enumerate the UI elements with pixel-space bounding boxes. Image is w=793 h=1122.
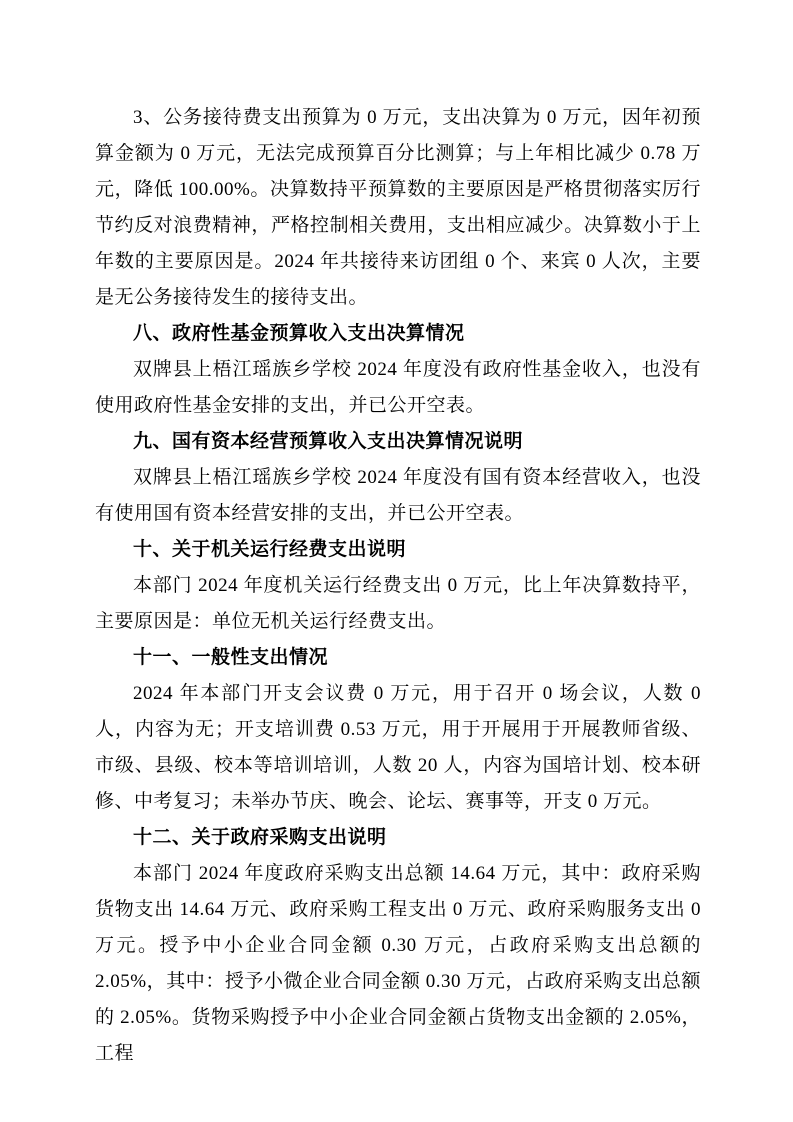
paragraph-government-procurement: 本部门 2024 年度政府采购支出总额 14.64 万元，其中：政府采购货物支出 14.64 万元、政府采购工程支出 0 万元、政府采购服务支出 0 万元。授予中小企业合同金额 0.30 万元，占政府采购支出总额的 2.05%，其中：授予小微企业合同金额 0.30 万元，占政府采购支出总额的 2.05%。货物采购授予中小企业合同金额占货物支出金额的 2.05%，工程 <box>95 863 701 1064</box>
section-heading-government-funds: 八、政府性基金预算收入支出决算情况 <box>133 323 465 344</box>
section-heading-general-expenditure: 十一、一般性支出情况 <box>133 647 329 668</box>
section-heading-government-procurement: 十二、关于政府采购支出说明 <box>133 827 387 848</box>
paragraph-government-funds: 双牌县上梧江瑶族乡学校 2024 年度没有政府性基金收入，也没有使用政府性基金安排的支出，并已公开空表。 <box>95 359 701 416</box>
paragraph-official-reception-expense: 3、公务接待费支出预算为 0 万元，支出决算为 0 万元，因年初预算金额为 0 万元，无法完成预算百分比测算；与上年相比减少 0.78 万元，降低 100.00%。决算数持平预算数的主要原因是严格贯彻落实厉行节约反对浪费精神，严格控制相关费用，支出相应减少。决算数小于上年数的主要原因是。2024 年共接待来访团组 0 个、来宾 0 人次，主要是无公务接待发生的接待支出。 <box>95 107 701 308</box>
paragraph-state-capital: 双牌县上梧江瑶族乡学校 2024 年度没有国有资本经营收入，也没有使用国有资本经营安排的支出，并已公开空表。 <box>95 467 701 524</box>
paragraph-agency-operating-expense: 本部门 2024 年度机关运行经费支出 0 万元，比上年决算数持平，主要原因是：单位无机关运行经费支出。 <box>95 575 701 632</box>
section-heading-agency-operating-expense: 十、关于机关运行经费支出说明 <box>133 539 407 560</box>
paragraph-general-expenditure: 2024 年本部门开支会议费 0 万元，用于召开 0 场会议，人数 0 人，内容为无；开支培训费 0.53 万元，用于开展用于开展教师省级、市级、县级、校本等培训培训，人数 20 人，内容为国培计划、校本研修、中考复习；未举办节庆、晚会、论坛、赛事等，开支 0 万元。 <box>95 683 701 812</box>
section-heading-state-capital: 九、国有资本经营预算收入支出决算情况说明 <box>133 431 524 452</box>
